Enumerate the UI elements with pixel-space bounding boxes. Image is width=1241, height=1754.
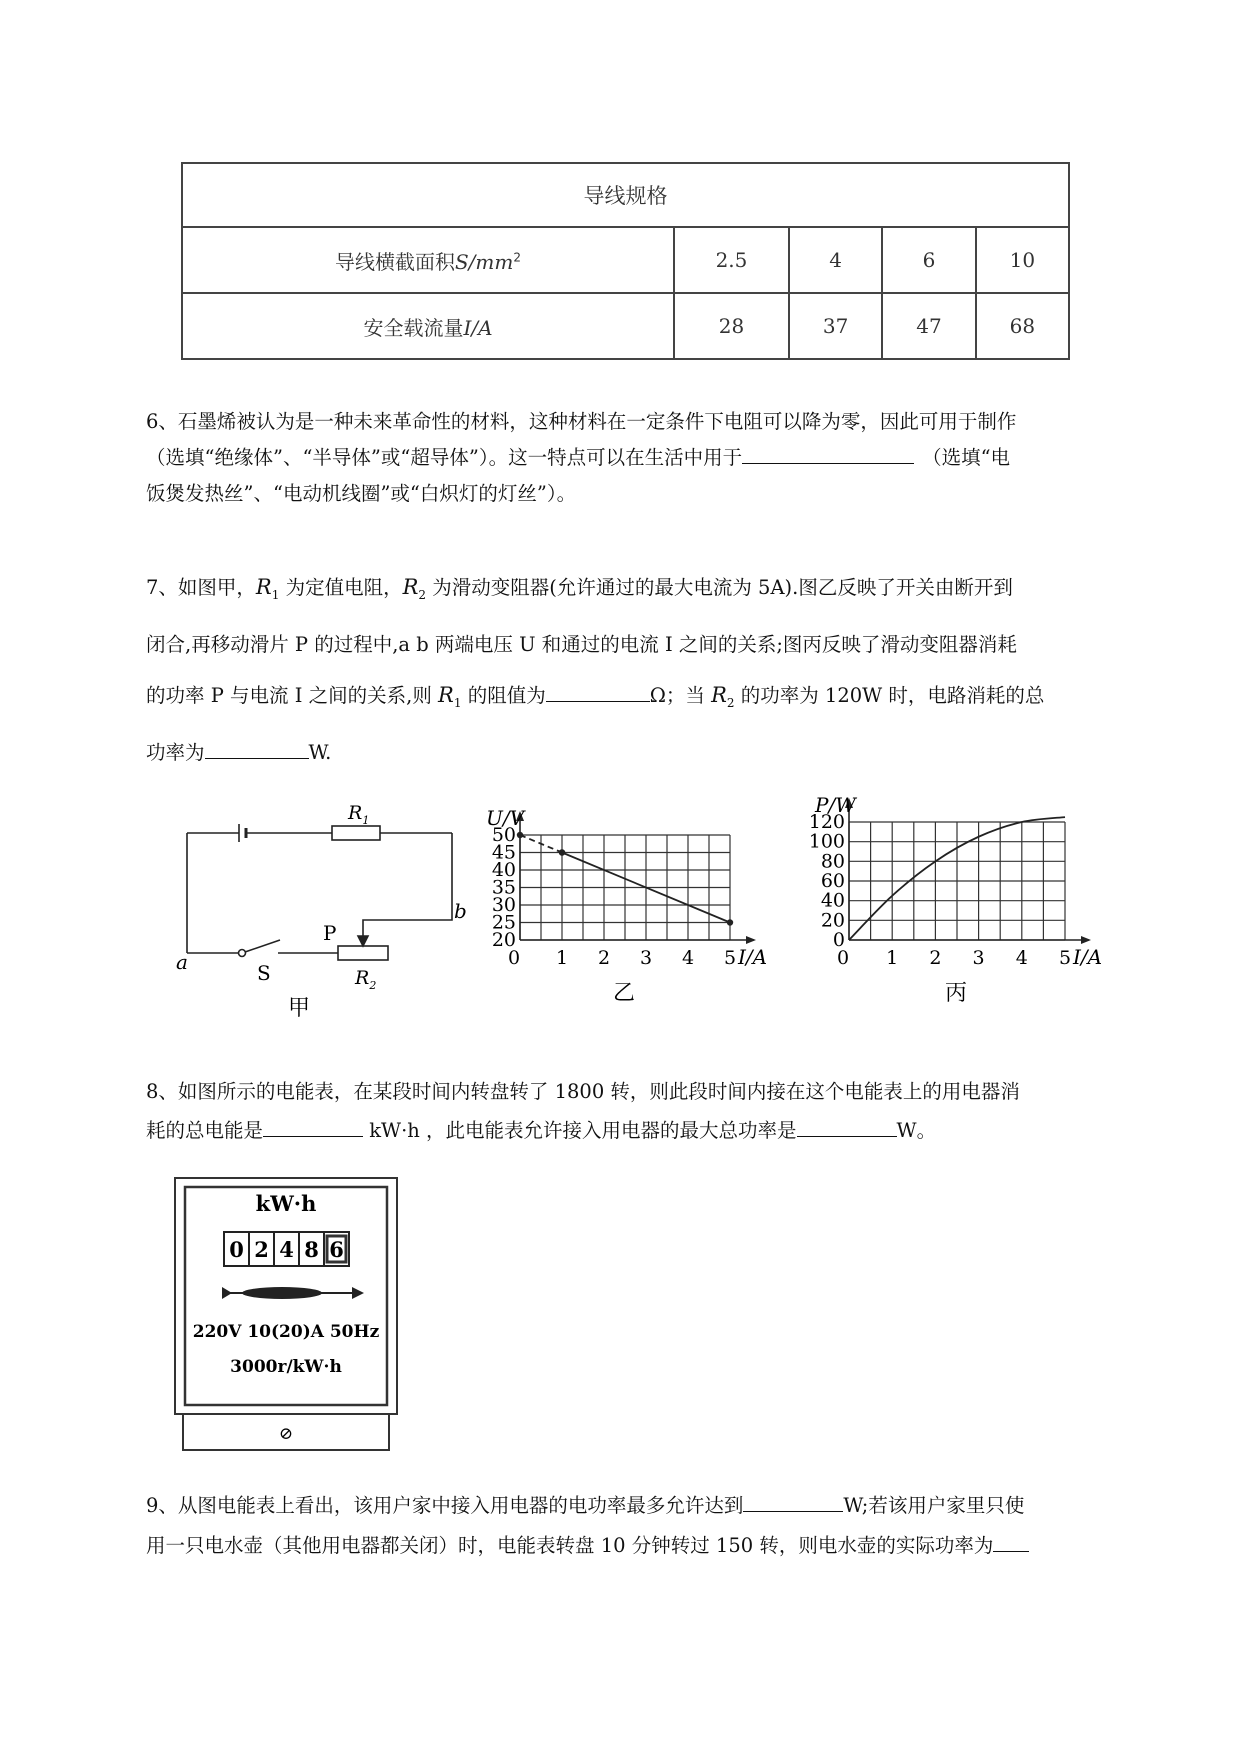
y-tick-label: 30 — [491, 894, 516, 916]
answer-blank[interactable] — [205, 736, 309, 759]
answer-blank[interactable] — [797, 1114, 897, 1137]
meter-display — [224, 1232, 349, 1266]
terminal-b-label: b — [454, 899, 467, 923]
safe-current-value: 68 — [976, 293, 1069, 359]
question-6 — [146, 404, 1149, 512]
y-tick-label: 25 — [491, 911, 516, 934]
figure-caption: 乙 — [613, 981, 636, 1006]
x-tick-label: 0 — [836, 947, 850, 969]
meter-unit: kW·h — [255, 1191, 317, 1216]
cross-section-value: 10 — [976, 227, 1069, 293]
x-tick-label: 5 — [723, 947, 737, 969]
circuit-diagram — [170, 800, 470, 1025]
question-8 — [146, 1072, 1149, 1150]
y-axis-label: P/W — [815, 793, 856, 817]
y-tick-label: 50 — [491, 824, 516, 846]
data-point — [517, 832, 523, 838]
cross-section-value: 4 — [789, 227, 882, 293]
meter-digit: 0 — [229, 1237, 244, 1262]
y-tick-label: 35 — [491, 876, 516, 899]
y-tick-label: 80 — [820, 850, 845, 873]
x-tick-label: 4 — [681, 947, 695, 969]
x-tick-label: 3 — [639, 947, 653, 969]
terminal-a-label: a — [176, 950, 188, 974]
y-tick-label: 20 — [820, 909, 845, 932]
safe-current-label: 安全载流量I/A — [182, 293, 674, 359]
answer-blank[interactable] — [546, 679, 650, 702]
answer-blank[interactable] — [993, 1529, 1029, 1552]
y-tick-label: 40 — [820, 889, 845, 912]
x-tick-label: 1 — [555, 947, 569, 969]
figure-caption: 丙 — [945, 981, 968, 1006]
slider-arrow — [358, 936, 368, 946]
q6-line-2: （选填“绝缘体”、“半导体”或“超导体”）。这一特点可以在生活中用于 （选填“电 — [146, 440, 1149, 476]
safe-current-value: 37 — [789, 293, 882, 359]
electricity-meter — [174, 1177, 398, 1451]
cross-section-label: 导线横截面积$S/mm^2$ — [182, 227, 674, 293]
answer-blank[interactable] — [263, 1114, 363, 1137]
y-tick-label: 120 — [808, 811, 845, 833]
meter-rating: 220V 10(20)A 50Hz — [192, 1322, 380, 1342]
r2-label: $R_2$ — [355, 967, 377, 992]
x-tick-label: 3 — [972, 947, 985, 969]
q9-line-2: 用一只电水壶（其他用电器都关闭）时，电能表转盘 10 分钟转过 150 转，则电水壶的实际功率为 — [146, 1526, 1149, 1566]
x-axis-label: I/A — [738, 945, 768, 969]
switch-contact — [239, 950, 246, 957]
safe-current-value: 47 — [882, 293, 975, 359]
resistor-r1 — [332, 826, 380, 840]
table-row — [182, 293, 1069, 359]
meter-constant: 3000r/kW·h — [230, 1357, 342, 1377]
meter-digit: 2 — [254, 1237, 269, 1262]
meter-digit: 6 — [329, 1237, 344, 1262]
q7-line-1: 7、如图甲，$R_1$ 为定值电阻，$R_2$ 为滑动变阻器(允许通过的最大电流为 5A).图乙反映了开关由断开到 — [146, 575, 1013, 603]
y-tick-label: 40 — [491, 859, 516, 881]
table-title: 导线规格 — [182, 163, 1069, 227]
meter-digit: 8 — [304, 1237, 319, 1262]
switch-s-label: S — [257, 961, 271, 985]
data-point — [727, 919, 733, 925]
answer-blank[interactable] — [743, 1489, 843, 1512]
x-axis-arrow — [746, 936, 756, 944]
figure-caption: 甲 — [288, 996, 311, 1021]
cross-section-value: 6 — [882, 227, 975, 293]
q6-line-1: 6、石墨烯被认为是一种未来革命性的材料，这种材料在一定条件下电阻可以降为零，因此可用于制作 — [146, 410, 1017, 433]
q7-line-2: 闭合,再移动滑片 P 的过程中,a b 两端电压 U 和通过的电流 I 之间的关系;图丙反映了滑动变阻器消耗 — [146, 633, 1017, 657]
question-7 — [146, 562, 1149, 778]
x-tick-label: 2 — [597, 947, 611, 969]
y-tick-label: 100 — [808, 830, 845, 853]
q7-line-4: 功率为 W. — [146, 728, 1149, 778]
r1-label: $R_1$ — [348, 802, 370, 827]
safe-current-value: 28 — [674, 293, 789, 359]
x-tick-label: 4 — [1015, 947, 1028, 969]
y-tick-label: 20 — [491, 929, 516, 951]
meter-digit: 4 — [279, 1237, 294, 1262]
data-point — [559, 849, 565, 855]
q7-line-3: 的功率 P 与电流 I 之间的关系,则 $R_1$ 的阻值为 Ω；当 $R_2$ 的功率为 120W 时，电路消耗的总 — [146, 670, 1149, 728]
x-tick-label: 0 — [507, 947, 521, 969]
q9-line-1: 9、从图电能表上看出，该用户家中接入用电器的电功率最多允许达到 W;若该用户家里只使 — [146, 1486, 1149, 1526]
y-tick-label: 45 — [491, 841, 516, 864]
table-row — [182, 227, 1069, 293]
switch-s — [245, 940, 280, 952]
slider-p-label: P — [323, 921, 337, 945]
x-tick-label: 5 — [1058, 947, 1072, 969]
y-tick-label: 0 — [832, 929, 845, 951]
y-tick-label: 60 — [820, 870, 845, 892]
question-9 — [146, 1486, 1149, 1566]
q8-line-1: 8、如图所示的电能表，在某段时间内转盘转了 1800 转，则此段时间内接在这个电能表上的用电器消 — [146, 1080, 1020, 1103]
x-axis-label: I/A — [1073, 945, 1103, 969]
answer-blank[interactable] — [742, 441, 914, 464]
rheostat-r2 — [338, 946, 388, 960]
x-tick-label: 2 — [929, 947, 942, 969]
wire-spec-table — [181, 162, 1070, 360]
q6-line-3: 饭煲发热丝”、“电动机线圈”或“白炽灯的灯丝”）。 — [146, 482, 577, 505]
cross-section-value: 2.5 — [674, 227, 789, 293]
chart-u-i — [480, 790, 780, 1025]
terminal-cover-icon: ⊘ — [278, 1424, 294, 1444]
q8-line-2: 耗的总电能是 kW·h ，此电能表允许接入用电器的最大总功率是 W。 — [146, 1111, 1149, 1150]
x-tick-label: 1 — [886, 947, 899, 969]
y-axis-label: U/V — [486, 806, 525, 830]
chart-p-i — [800, 790, 1140, 1025]
x-axis-arrow — [1081, 936, 1091, 944]
